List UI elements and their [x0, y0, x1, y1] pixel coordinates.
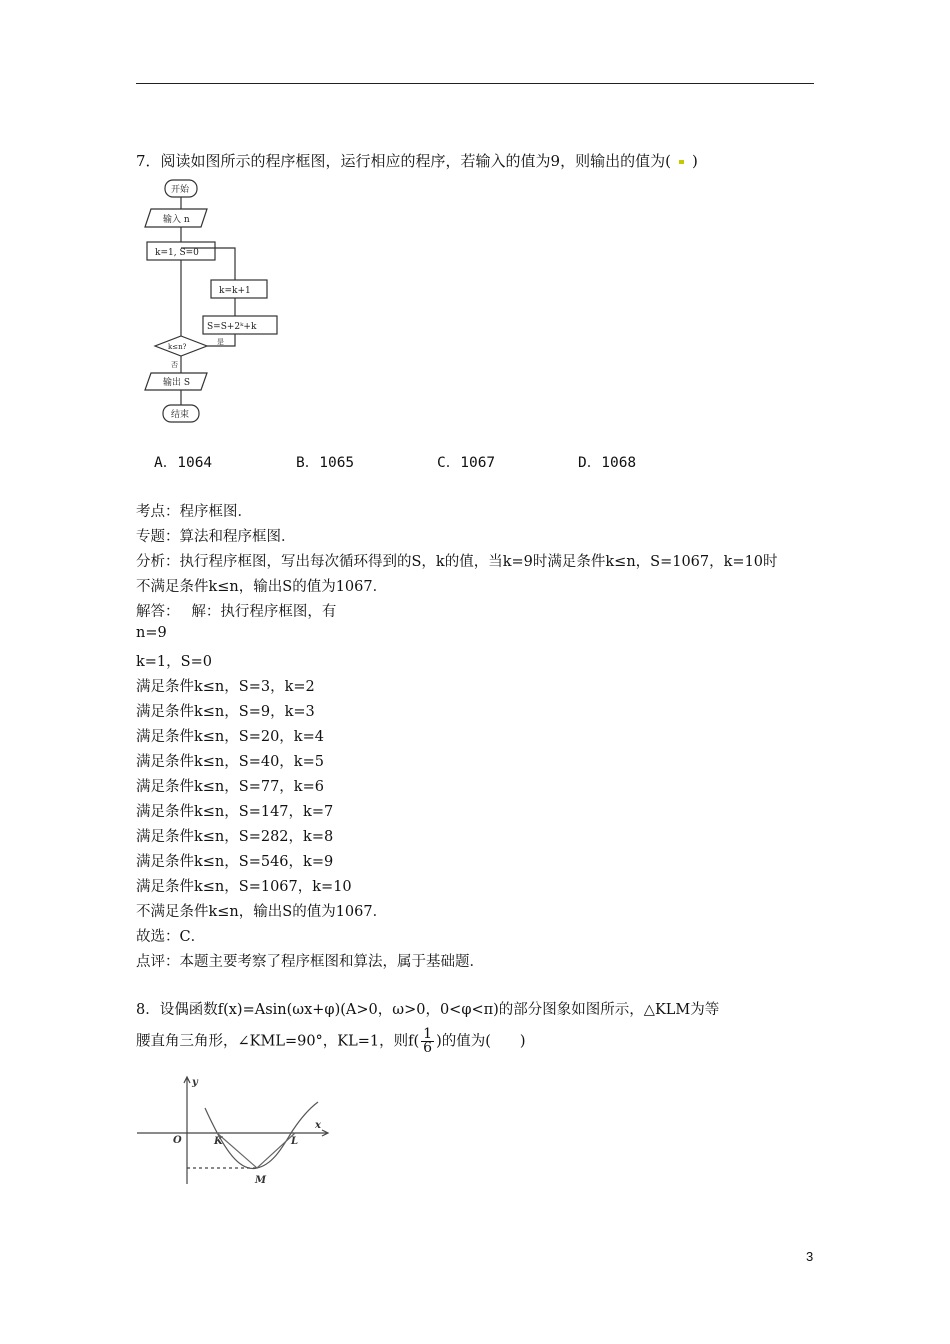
solution-line: 分析：执行程序框图，写出每次循环得到的S，k的值，当k=9时满足条件k≤n，S=1067，k=10时: [136, 554, 778, 570]
solution-line: 考点：程序框图．: [136, 504, 252, 520]
svg-text:M: M: [255, 1175, 267, 1186]
solution-line: 满足条件k≤n，S=546，k=9: [136, 854, 334, 870]
q7-stem: 7．阅读如图所示的程序框图，运行相应的程序，若输入的值为9，则输出的值为( ): [136, 152, 698, 170]
solution-line: 满足条件k≤n，S=40，k=5: [136, 754, 324, 770]
svg-text:k=k+1: k=k+1: [219, 286, 251, 296]
solution-line: 不满足条件k≤n，输出S的值为1067．: [136, 904, 388, 920]
solution-line: 满足条件k≤n，S=20，k=4: [136, 729, 324, 745]
solution-line: n=9: [136, 625, 167, 641]
solution-line: 满足条件k≤n，S=77，k=6: [136, 779, 324, 795]
svg-text:y: y: [192, 1077, 198, 1088]
svg-text:K: K: [214, 1136, 223, 1147]
choice-d: D．1068: [578, 455, 637, 471]
solution-line: 满足条件k≤n，S=282，k=8: [136, 829, 334, 845]
svg-text:输入 n: 输入 n: [163, 215, 190, 225]
solution-line: 点评：本题主要考察了程序框图和算法，属于基础题．: [136, 954, 484, 970]
header-rule: [136, 83, 814, 84]
svg-text:输出 S: 输出 S: [163, 378, 191, 388]
svg-text:k≤n?: k≤n?: [168, 343, 187, 351]
svg-text:S=S+2ᵏ+k: S=S+2ᵏ+k: [207, 322, 257, 332]
svg-text:否: 否: [171, 361, 178, 369]
q8-stem-line2: 腰直角三角形，∠KML=90°，KL=1，则f( $\frac{1}{6}$ )的值为( ): [136, 1026, 526, 1056]
answer-blank-mark: [679, 160, 684, 164]
q8-stem-line1: 8．设偶函数f(x)=Asin(ωx+φ)(A>0，ω>0，0<φ<π)的部分图象如图所示，△KLM为等: [136, 1002, 720, 1018]
fraction: $\frac{1}{6}$: [423, 1026, 433, 1056]
solution-line: 满足条件k≤n，S=1067，k=10: [136, 879, 352, 895]
svg-text:O: O: [173, 1135, 182, 1146]
svg-text:x: x: [315, 1120, 321, 1131]
solution-line: 解答： 解：执行程序框图，有: [136, 604, 337, 620]
solution-line: 不满足条件k≤n，输出S的值为1067．: [136, 579, 388, 595]
choice-a: A．1064: [154, 455, 213, 471]
q8-graph: [135, 1072, 335, 1192]
solution-line: k=1，S=0: [136, 654, 212, 670]
svg-text:k=1, S=0: k=1, S=0: [155, 248, 199, 258]
choice-b: B．1065: [296, 455, 355, 471]
svg-text:开始: 开始: [171, 185, 190, 195]
svg-text:结束: 结束: [171, 410, 190, 420]
choice-c: C．1067: [437, 455, 496, 471]
solution-line: 满足条件k≤n，S=9，k=3: [136, 704, 315, 720]
page-number: 3: [806, 1249, 814, 1264]
svg-text:是: 是: [217, 338, 224, 346]
solution-line: 专题：算法和程序框图．: [136, 529, 296, 545]
svg-text:L: L: [291, 1136, 299, 1147]
solution-line: 故选：C．: [136, 929, 206, 945]
solution-line: 满足条件k≤n，S=3，k=2: [136, 679, 315, 695]
solution-line: 满足条件k≤n，S=147，k=7: [136, 804, 334, 820]
q7-flowchart: [135, 176, 285, 431]
